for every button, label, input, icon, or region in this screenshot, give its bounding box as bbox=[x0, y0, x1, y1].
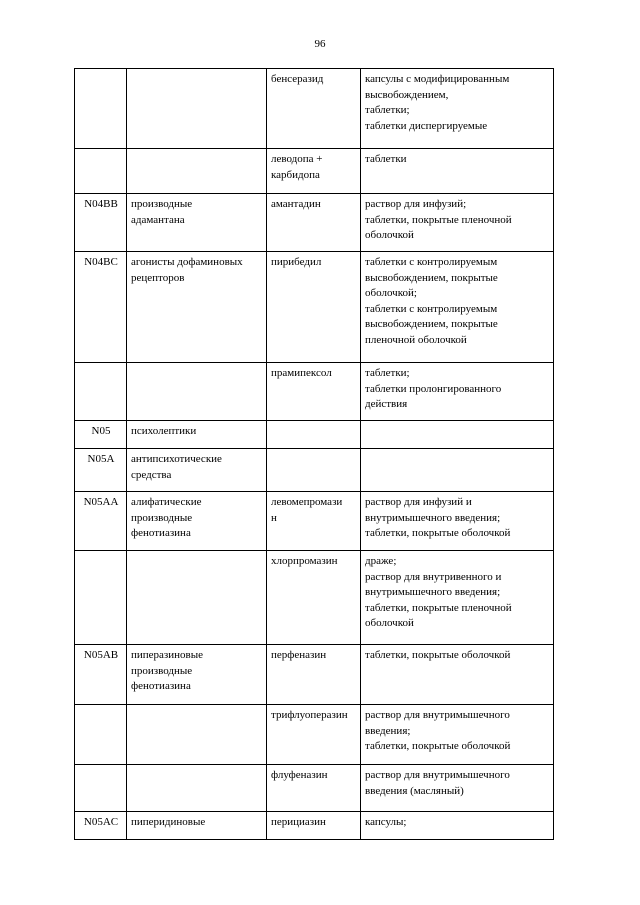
forms-cell: таблетки; таблетки пролонгированного действия bbox=[361, 363, 554, 421]
group-cell: производные адамантана bbox=[127, 194, 267, 252]
atc-code-cell bbox=[75, 69, 127, 149]
drug-cell: пирибедил bbox=[267, 252, 361, 363]
group-cell: агонисты дофаминовых рецепторов bbox=[127, 252, 267, 363]
group-cell bbox=[127, 705, 267, 765]
table-row bbox=[75, 551, 554, 645]
table-row bbox=[75, 421, 554, 449]
table-row bbox=[75, 765, 554, 812]
drug-cell: трифлуоперазин bbox=[267, 705, 361, 765]
forms-cell bbox=[361, 449, 554, 492]
forms-cell: таблетки с контролируемым высвобождением, покрытые оболочкой; таблетки с контролируемым высвобождением, покрытые пленочной оболочкой bbox=[361, 252, 554, 363]
forms-cell: таблетки bbox=[361, 149, 554, 194]
group-cell bbox=[127, 765, 267, 812]
group-cell: алифатические производные фенотиазина bbox=[127, 492, 267, 551]
group-cell bbox=[127, 149, 267, 194]
table-row bbox=[75, 705, 554, 765]
forms-cell: раствор для внутримышечного введения; таблетки, покрытые оболочкой bbox=[361, 705, 554, 765]
group-cell: психолептики bbox=[127, 421, 267, 449]
atc-code-cell bbox=[75, 765, 127, 812]
atc-code-cell bbox=[75, 551, 127, 645]
table-row bbox=[75, 645, 554, 705]
table-row bbox=[75, 812, 554, 840]
drug-cell: бенсеразид bbox=[267, 69, 361, 149]
forms-cell: раствор для инфузий и внутримышечного введения; таблетки, покрытые оболочкой bbox=[361, 492, 554, 551]
table-row bbox=[75, 149, 554, 194]
drug-cell bbox=[267, 449, 361, 492]
forms-cell: таблетки, покрытые оболочкой bbox=[361, 645, 554, 705]
group-cell bbox=[127, 363, 267, 421]
forms-cell: раствор для инфузий; таблетки, покрытые пленочной оболочкой bbox=[361, 194, 554, 252]
drug-cell bbox=[267, 421, 361, 449]
table-row bbox=[75, 69, 554, 149]
atc-code-cell bbox=[75, 149, 127, 194]
table-row bbox=[75, 449, 554, 492]
drug-cell: перициазин bbox=[267, 812, 361, 840]
drug-table bbox=[74, 68, 554, 840]
table-row bbox=[75, 492, 554, 551]
drug-cell: леводопа + карбидопа bbox=[267, 149, 361, 194]
drug-cell: левомепромази н bbox=[267, 492, 361, 551]
group-cell: пиперидиновые bbox=[127, 812, 267, 840]
drug-cell: хлорпромазин bbox=[267, 551, 361, 645]
group-cell bbox=[127, 69, 267, 149]
forms-cell: драже; раствор для внутривенного и внутримышечного введения; таблетки, покрытые пленочной оболочкой bbox=[361, 551, 554, 645]
group-cell bbox=[127, 551, 267, 645]
table-row bbox=[75, 252, 554, 363]
table-row bbox=[75, 363, 554, 421]
atc-code-cell bbox=[75, 363, 127, 421]
atc-code-cell: N05AB bbox=[75, 645, 127, 705]
forms-cell: раствор для внутримышечного введения (масляный) bbox=[361, 765, 554, 812]
atc-code-cell bbox=[75, 705, 127, 765]
atc-code-cell: N05 bbox=[75, 421, 127, 449]
atc-code-cell: N05AC bbox=[75, 812, 127, 840]
atc-code-cell: N05AA bbox=[75, 492, 127, 551]
drug-cell: прамипексол bbox=[267, 363, 361, 421]
forms-cell: капсулы с модифицированным высвобождением, таблетки; таблетки диспергируемые bbox=[361, 69, 554, 149]
group-cell: пиперазиновые производные фенотиазина bbox=[127, 645, 267, 705]
drug-cell: флуфеназин bbox=[267, 765, 361, 812]
drug-cell: перфеназин bbox=[267, 645, 361, 705]
page-number: 96 bbox=[314, 38, 326, 50]
atc-code-cell: N05A bbox=[75, 449, 127, 492]
drug-cell: амантадин bbox=[267, 194, 361, 252]
atc-code-cell: N04BB bbox=[75, 194, 127, 252]
atc-code-cell: N04BC bbox=[75, 252, 127, 363]
forms-cell: капсулы; bbox=[361, 812, 554, 840]
group-cell: антипсихотические средства bbox=[127, 449, 267, 492]
forms-cell bbox=[361, 421, 554, 449]
table-row bbox=[75, 194, 554, 252]
